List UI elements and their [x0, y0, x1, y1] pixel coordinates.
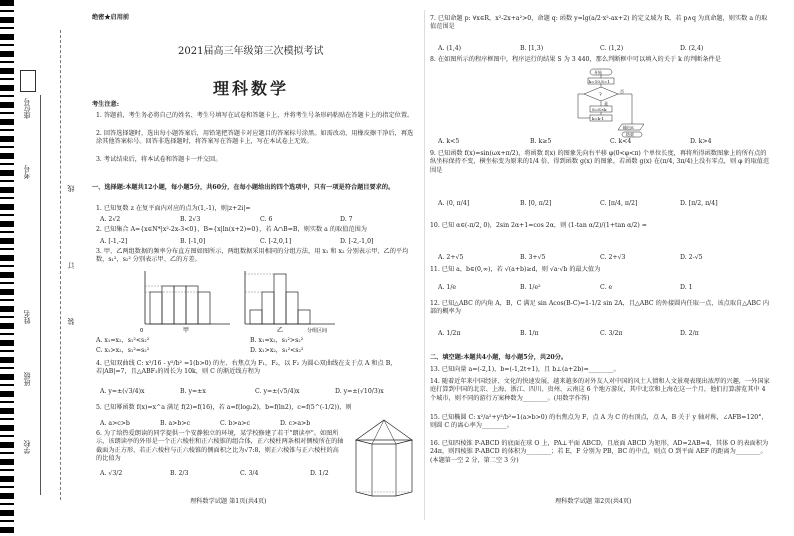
q4-opt-d: D. y=±(√10/3)x: [335, 388, 384, 395]
q3-opt-b: B. x₁=x₂，s₁²>s₂²: [250, 337, 304, 344]
q5-opt-d: D. c>a>b: [280, 420, 311, 427]
seal-mark-3: 装: [67, 318, 75, 325]
q10-stem: 10. 已知 α∈(-π/2, 0)，2sin 2α+1=cos 2α，则 (1-tan α/2)/(1+tan α/2) =: [430, 222, 647, 229]
q7-opt-c: C. (1,2): [600, 45, 624, 52]
barcode-strip: [0, 0, 14, 536]
school-label: 学校: [23, 440, 31, 454]
notes-item-2: 2. 回答选择题时，选出每小题答案后，用铅笔把答题卡对应题目的答案标号涂黑。如需改动，用橡皮擦干净后，再选涂其他答案标号。回答非选择题时，将答案写在答题卡上，写在本试卷上无效。: [96, 130, 414, 146]
section1-title: 一、选择题:本题共12小题，每小题5分，共60分，在每小题给出的四个选项中，只有一项是符合题目要求的。: [92, 184, 395, 191]
q3-opt-d: D. x₁>x₂，s₁²<s₂²: [250, 347, 304, 354]
q3-opt-c: C. x₁>x₂，s₁²=s₂²: [96, 347, 150, 354]
q6-opt-a: A. √3/2: [100, 470, 123, 477]
q12-opt-c: C. 3/2π: [600, 330, 623, 337]
flow-body2-label: k=k-1: [592, 116, 605, 121]
q2-opt-c: C. [-2,0,1]: [260, 238, 292, 245]
secret-tag: 绝密★启用前: [92, 14, 130, 21]
q11-stem: 11. 已知 a，b∈(0,∞)，若 √(a+b)≥d，则 √a·√b 的最大值为: [430, 266, 601, 273]
q6-stem: 6. 为了给热爱朗读的同学提供一个安静独立的环境，某学校修建了若干"朗读亭"。如图所示，该朗读亭的外形是一个正六棱柱和正六棱锥的组合体，正六棱柱两条相对侧棱所在的轴截面为正方形，若正六棱柱与正六棱锥的侧面积之比为√7:8，则正六棱锥与正六棱柱的高的比值为: [96, 430, 344, 463]
q4-opt-b: B. y=±x: [180, 388, 206, 395]
q2-opt-b: B. [-1,0]: [180, 238, 206, 245]
exam-title: 2021届高三年级第三次模拟考试: [178, 46, 324, 57]
q11-opt-b: B. 1/e²: [520, 284, 541, 291]
jia-bar-4: [186, 286, 198, 324]
q5-opt-a: A. a>c>b: [100, 420, 130, 427]
q7-stem: 7. 已知命题 p: ∀x∈R，x²-2x+a²>0，命题 q: 函数 y=lg(a/2·x²-ax+2) 的定义域为 R，若 p∧q 为真命题，则实数 a 的取值范围是: [430, 15, 768, 31]
q11-opt-d: D. 1: [680, 284, 693, 291]
yi-bar-2: [262, 292, 274, 324]
seal-mark-2: 订: [67, 262, 75, 269]
page-divider: [424, 10, 426, 520]
jia-bar-3: [174, 286, 186, 324]
yi-bar-3: [274, 274, 286, 324]
q14-stem: 14. 随着近年来中国经济、文化的快速发展，越来越多的对外友人对中国的风土人情和人文景观表现出浓厚的兴趣，一外国家庭打算到中国的北京、上海、浙江、四川、贵州、云南这 6 个地方游玩，其中北京和上海在这一个月，他们打算游览其中 4 个城市，则不同的游行方案种数为________。(用数字作答): [430, 378, 770, 402]
q13-stem: 13. 已知向量 a=(-2,1)，b=(-1,2t+1)，且 b⊥(a+2b)=________。: [430, 366, 620, 373]
flow-yes-label: 是: [604, 101, 608, 106]
q11-opt-a: A. 1/e: [438, 284, 457, 291]
q8-opt-a: A. k<5: [438, 138, 460, 145]
q6-opt-d: D. 1/2: [310, 470, 329, 477]
q15-stem: 15. 已知椭圆 C: x²/a²+y²/b²=1(a>b>0) 的右焦点为 F，点 A 为 C 的右顶点，点 A，B 关于 y 轴对称，∠AFB=120°，则圆 C 的离心率为________。: [430, 414, 768, 430]
q10-opt-c: C. 2+√3: [600, 254, 626, 261]
q1-opt-c: C. 6: [260, 216, 273, 223]
flow-start-label: 开始: [594, 70, 602, 75]
histogram-left-label: 甲: [183, 327, 190, 334]
jia-bar-5: [198, 292, 210, 324]
notes-heading: 考生注意:: [92, 101, 120, 108]
q12-opt-a: A. 1/2π: [438, 330, 461, 337]
q8-opt-d: D. k>4: [690, 138, 712, 145]
q2-opt-d: D. [-2,-1,0]: [340, 238, 374, 245]
q10-opt-a: A. 2+√5: [438, 254, 464, 261]
flow-end-label: 结束: [626, 132, 634, 137]
flow-decision-label: ?: [599, 92, 602, 98]
q3-opt-a: A. x₁=x₂，s₁²<s₂²: [96, 337, 150, 344]
q1-opt-b: B. 2√3: [180, 216, 201, 223]
q16-stem: 16. 已知四棱锥 P-ABCD 的底面在球 O 上，PA⊥平面 ABCD，且底面 ABCD 为矩形，AD=2AB=4，其体 O 的表面积为 24π，则四棱锥 P-ABCD 的体积为________；若 E，F 分别为 PB，BC 的中点，则点 O 到平面 AEF 的距离为________。(本题第一空 2 分，第二空 3 分): [430, 440, 769, 464]
q9-stem: 9. 已知函数 f(x)=sin(ωx+π/2)，将函数 f(x) 的图象先向右平移 φ(0<φ<π) 个单位长度，再将所得函数图象上的所有点的纵坐标保持不变，横坐标变为原来的1/4 倍，得到函数 g(x) 的图象，若函数 g(x) 在(π/4, 3π/4)上没有零点，则 φ 的取值范围是: [430, 150, 770, 174]
section2-title: 二、填空题:本题共4小题，每小题5分，共20分。: [430, 354, 568, 361]
jia-bar-2: [162, 286, 174, 324]
histogram-x-label: 分组区间: [307, 328, 328, 334]
q2-opt-a: A. [-1,-2]: [100, 238, 128, 245]
q5-opt-c: C. b>a>c: [220, 420, 250, 427]
histogram-right-label: 乙: [277, 327, 284, 334]
yi-bar-1: [250, 310, 262, 324]
yi-bar-5: [298, 310, 310, 324]
q7-opt-d: D. (2,4): [680, 45, 704, 52]
sidebar-line: [40, 95, 42, 495]
seat-no-label: 座位号: [23, 98, 31, 119]
q8-opt-b: B. k≥5: [530, 138, 552, 145]
flow-output-label: 输出S: [623, 125, 634, 130]
flow-no-label: 否: [620, 89, 624, 94]
q7-opt-b: B. [1,3): [520, 45, 544, 52]
q4-opt-c: C. y=±(√5/4)x: [255, 388, 300, 395]
notes-item-3: 3. 考试结束后，将本试卷和答题卡一并交回。: [96, 156, 222, 163]
histogram-figure: [135, 266, 345, 334]
q9-opt-d: D. [π/2, π/4]: [680, 200, 718, 207]
class-label: 班级: [23, 372, 31, 386]
q9-opt-c: C. [π/4, π/2]: [600, 200, 638, 207]
q2-stem: 2. 已知集合 A={x∈N*|x²-2x-3<0}，B={x|ln(x+2)=0}，若 A∩B=B，则实数 a 的取值范围为: [96, 226, 367, 233]
histogram-origin: 0: [140, 328, 144, 334]
q3-stem: 3. 甲、乙两组数据的频率分布直方图如图所示，两组数据采用相同的分组方法，用 x₁ 和 x₂ 分别表示甲、乙的平均数，s₁²，s₂² 分别表示甲、乙的方差。: [96, 248, 409, 264]
q1-opt-a: A. 2√2: [100, 216, 121, 223]
q9-opt-b: B. [0, π/2]: [520, 200, 552, 207]
q12-opt-b: B. 1/π: [520, 330, 539, 337]
subject-title: 理科数学: [213, 79, 290, 98]
histogram-yi: [245, 271, 335, 334]
q7-opt-a: A. (1,4): [438, 45, 462, 52]
jia-bar-1: [150, 292, 162, 324]
footer-right: 理科数学试题 第2页(共4页): [555, 498, 632, 505]
flowchart: [560, 68, 650, 138]
flow-body1-label: S=S×k: [592, 107, 607, 112]
yi-bar-4: [286, 292, 298, 324]
exam-no-label: 考号: [23, 165, 31, 179]
name-label: 姓名: [23, 310, 31, 324]
q4-stem: 4. 已知双曲线 C: x²/16 - y²/b² =1(b>0) 的左、右焦点为 F₁，F₂，以 F₂ 为圆心双曲线在支于点 A 和点 B，若|AB|=7，且△ABF₁的周长为 10k，则 C 的渐近线方程为: [96, 360, 397, 376]
q9-opt-a: A. (0, π/4]: [438, 200, 470, 207]
q12-stem: 12. 已知△ABC 的内角 A，B，C 满足 sin Acos(B-C)=1-1/2 sin 2A，且△ABC 的外接圆内任取一点，该点取自△ABC 内部的概率为: [430, 300, 770, 316]
q10-opt-b: B. 3+√5: [520, 254, 546, 261]
q8-opt-c: C. k<4: [610, 138, 632, 145]
q1-opt-d: D. 7: [340, 216, 353, 223]
q4-opt-a: A. y=±(√3/4)x: [100, 388, 145, 395]
pavilion-figure: [350, 418, 418, 500]
q12-opt-d: D. 2/π: [680, 330, 699, 337]
q5-stem: 5. 已知幂函数 f(x)=x^a 满足 f(2)=f(16)，若 a=f(log₃2)，b=f(ln2)，c=f(5^(-1/2))，则: [96, 404, 352, 411]
seat-no-box: [20, 70, 36, 92]
sidebar-dashed-line: [60, 30, 62, 500]
q6-opt-b: B. 2/3: [170, 470, 189, 477]
q6-opt-c: C. 3/4: [240, 470, 259, 477]
q10-opt-d: D. 2-√5: [680, 254, 703, 261]
q1-stem: 1. 已知复数 z 在复平面内对应的点为(1,-1)，则|z+2i|=: [96, 205, 251, 212]
q8-stem: 8. 在如图所示的程序框图中，程序运行的结果 S 为 3 440，那么判断框中可以填入的关于 k 的判断条件是: [430, 56, 721, 63]
footer-left: 理科数学试题 第1页(共4页): [190, 498, 267, 505]
histogram-jia: [140, 271, 230, 334]
q5-opt-b: B. a>b>c: [160, 420, 190, 427]
flow-init-label: k=10,S=1: [589, 79, 610, 84]
notes-item-1: 1. 答题前，考生务必将自己的姓名、考生号填写在试卷和答题卡上，并将考生号条形码粘贴在答题卡上的指定位置。: [96, 112, 414, 119]
q11-opt-c: C. e: [600, 284, 613, 291]
seal-mark-1: 线: [67, 185, 75, 192]
